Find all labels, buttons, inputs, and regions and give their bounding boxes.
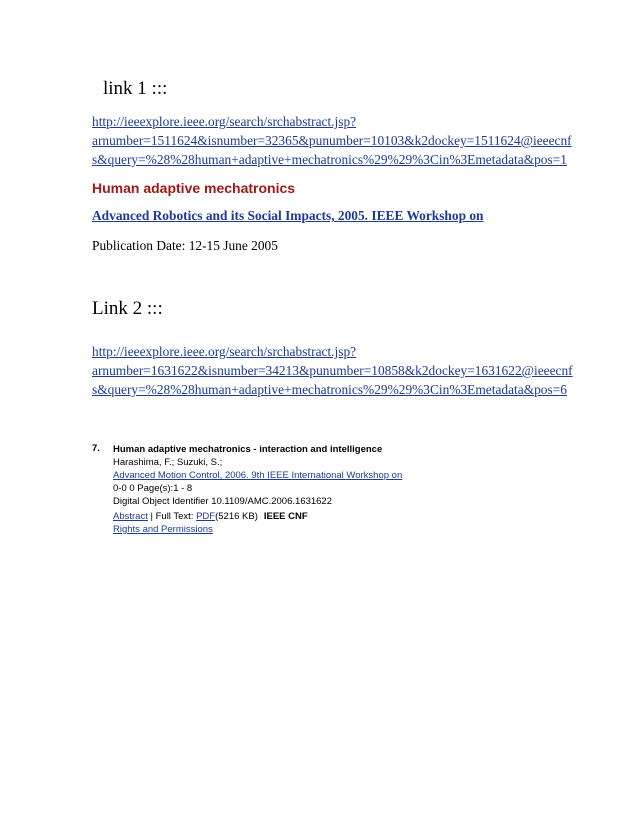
- link2-url[interactable]: [92, 342, 573, 399]
- result-pages: 0-0 0 Page(s):1 - 8: [113, 483, 193, 494]
- link1-url[interactable]: [92, 112, 572, 169]
- result-authors: Harashima, F.; Suzuki, S.;: [113, 457, 223, 468]
- publication-type-badge: IEEE CNF: [263, 511, 308, 522]
- link1-conference-link[interactable]: Advanced Robotics and its Social Impacts, 2005. IEEE Workshop on: [92, 208, 484, 223]
- result-doi: Digital Object Identifier 10.1109/AMC.2006.1631622: [113, 496, 332, 507]
- full-text-label: Full Text:: [155, 511, 197, 522]
- link2-url-line-2[interactable]: arnumber=1631622&isnumber=34213&punumber=10858&k2dockey=1631622@ieeecnf: [92, 363, 573, 378]
- link1-paper-title: Human adaptive mechatronics: [92, 180, 296, 196]
- link1-url-line-1[interactable]: http://ieeexplore.ieee.org/search/srchabstract.jsp?: [92, 114, 357, 129]
- link2-heading: Link 2 :::: [92, 298, 163, 319]
- link1-heading: link 1 :::: [103, 78, 168, 99]
- link-separator: |: [147, 511, 156, 522]
- link2-url-line-1[interactable]: http://ieeexplore.ieee.org/search/srchabstract.jsp?: [92, 344, 357, 359]
- result-links-row: [113, 510, 543, 523]
- link2-url-line-3[interactable]: s&query=%28%28human+adaptive+mechatronics%29%29%3Cin%3Emetadata&pos=6: [92, 382, 567, 397]
- pdf-size: (5216 KB): [215, 511, 258, 522]
- rights-permissions-link[interactable]: Rights and Permissions: [113, 524, 213, 535]
- result-title: Human adaptive mechatronics - interaction and intelligence: [113, 444, 383, 455]
- pdf-link[interactable]: PDF: [196, 511, 216, 522]
- link1-url-line-3[interactable]: s&query=%28%28human+adaptive+mechatronics%29%29%3Cin%3Emetadata&pos=1: [92, 152, 567, 167]
- link1-publication-date: Publication Date: 12-15 June 2005: [92, 238, 278, 253]
- result-conference-link[interactable]: Advanced Motion Control, 2006. 9th IEEE International Workshop on: [113, 470, 403, 481]
- search-result-entry: [113, 443, 543, 536]
- link1-url-line-2[interactable]: arnumber=1511624&isnumber=32365&punumber=10103&k2dockey=1511624@ieeecnf: [92, 133, 572, 148]
- result-number: 7.: [92, 443, 100, 454]
- abstract-link[interactable]: Abstract: [113, 511, 148, 522]
